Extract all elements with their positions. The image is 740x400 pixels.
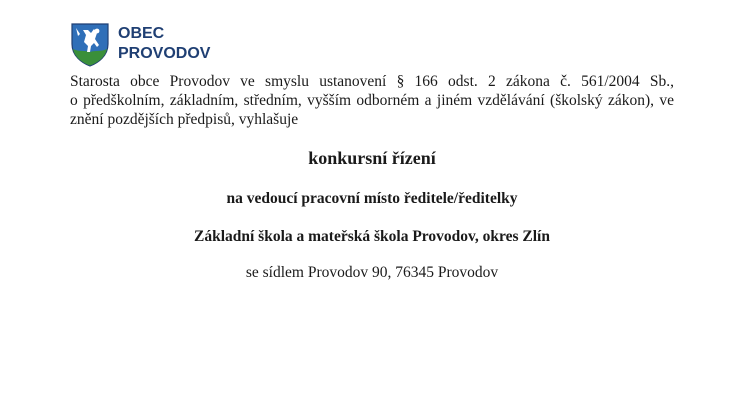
school-address: se sídlem Provodov 90, 76345 Provodov [245,264,499,281]
position-subtitle: na vedoucí pracovní místo ředitele/ředitelky [226,190,518,207]
coat-of-arms-icon [70,22,110,68]
letterhead [70,22,210,68]
intro-line-2: o předškolním, základním, středním, vyšším odborném a jiném vzdělávání (školský zákon), ve [70,92,674,109]
municipality-name-line1: OBEC [118,25,165,42]
intro-paragraph [70,72,674,129]
announcement-title: konkursní řízení [308,148,436,168]
municipality-name [118,24,210,64]
municipality-name-line2: PROVODOV [118,45,211,62]
intro-line-3: znění pozdějších předpisů, vyhlašuje [70,111,299,128]
school-name: Základní škola a mateřská škola Provodov, okres Zlín [193,228,550,245]
intro-line-1: Starosta obce Provodov ve smyslu ustanovení § 166 odst. 2 zákona č. 561/2004 Sb., [70,73,674,90]
